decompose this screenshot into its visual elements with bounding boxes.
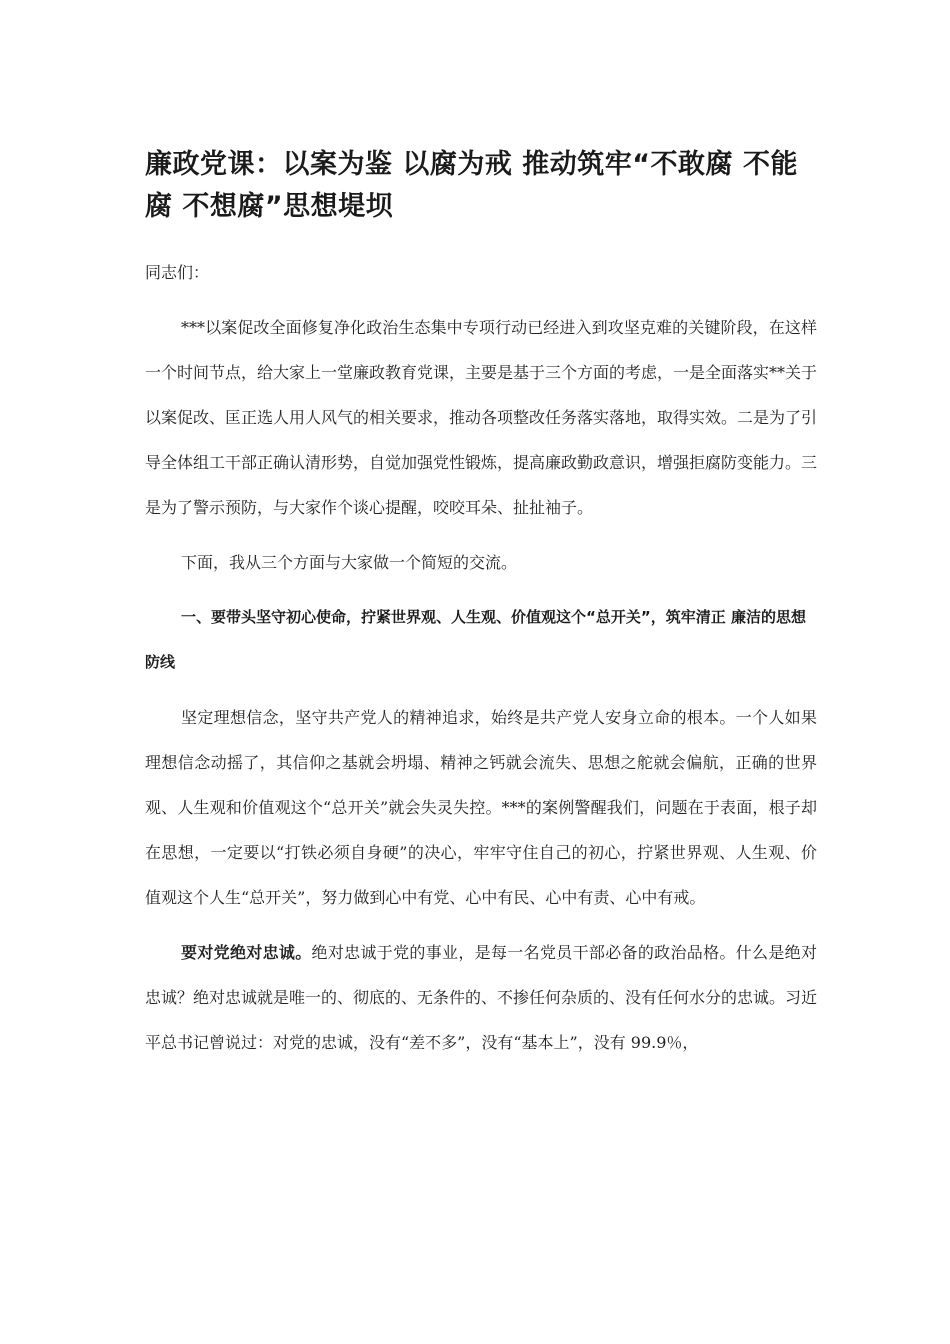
- section-1-paragraph: 坚定理想信念，坚守共产党人的精神追求，始终是共产党人安身立命的根本。一个人如果理想信念动摇了，其信仰之基就会坍塌、精神之钙就会流失、思想之舵就会偏航，正确的世界观、人生观和价值观这个“总开关”就会失灵失控。***的案例警醒我们，问题在于表面，根子却在思想，一定要以“打铁必须自身硬”的决心，牢牢守住自己的初心，拧紧世界观、人生观、价值观这个人生“总开关”，努力做到心中有党、心中有民、心中有责、心中有戒。: [145, 708, 817, 907]
- loyalty-text: 绝对忠诚于党的事业，是每一名党员干部必备的政治品格。什么是绝对忠诚？绝对忠诚就是唯一的、彻底的、无条件的、不掺任何杂质的、没有任何水分的忠诚。习近平总书记曾说过：对党的忠诚，没有“差不多”，没有“基本上”，没有 99.9％，: [145, 943, 818, 1052]
- transition-paragraph: 下面，我从三个方面与大家做一个简短的交流。: [181, 553, 518, 572]
- loyalty-lead: 要对党绝对忠诚。: [181, 943, 312, 962]
- document-title: 廉政党课：以案为鉴 以腐为戒 推动筑牢“不敢腐 不能腐 不想腐”思想堤坝: [145, 149, 798, 222]
- greeting: 同志们：: [145, 263, 210, 282]
- section-1-heading: 一、要带头坚守初心使命，拧紧世界观、人生观、价值观这个“总开关”，筑牢清正 廉洁的思想防线: [145, 608, 806, 671]
- document-body: [145, 144, 817, 1075]
- loyalty-paragraph: [145, 930, 817, 1065]
- intro-paragraph: ***以案促改全面修复净化政治生态集中专项行动已经进入到攻坚克难的关键阶段，在这样一个时间节点，给大家上一堂廉政教育党课，主要是基于三个方面的考虑，一是全面落实**关于以案促改、匡正选人用人风气的相关要求，推动各项整改任务落实落地，取得实效。二是为了引导全体组工干部正确认清形势，自觉加强党性锻炼，提高廉政勤政意识，增强拒腐防变能力。三是为了警示预防，与大家作个谈心提醒，咬咬耳朵、扯扯袖子。: [145, 318, 818, 517]
